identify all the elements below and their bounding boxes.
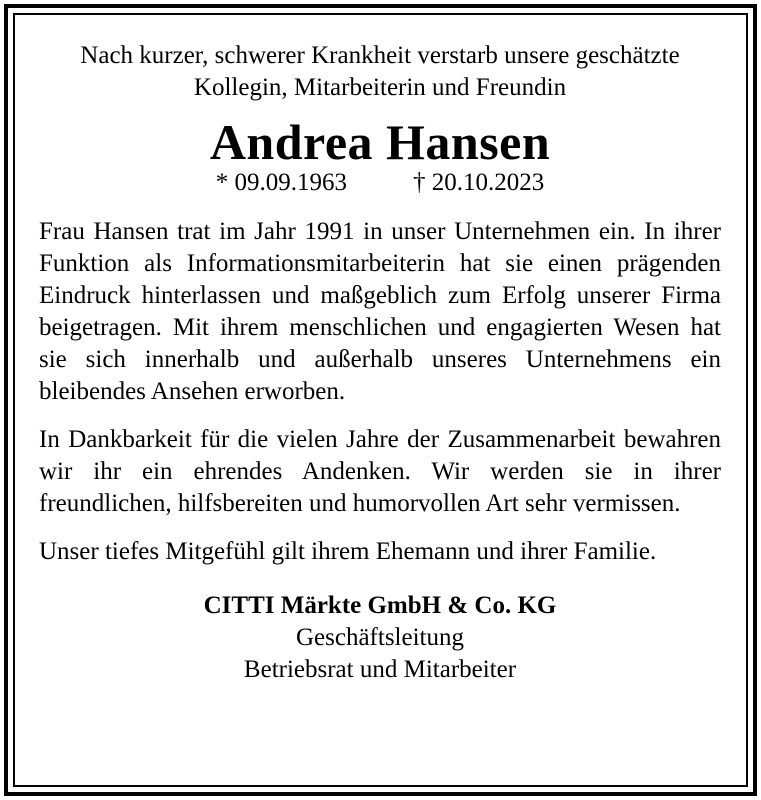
obituary-notice <box>39 40 721 686</box>
intro-line-2: Kollegin, Mitarbeiterin und Freundin <box>193 74 567 101</box>
company-name: CITTI Märkte GmbH & Co. KG <box>203 592 557 619</box>
birth-date: * 09.09.1963 <box>215 169 347 196</box>
gratitude-paragraph: In Dankbarkeit für die vielen Jahre der Zusammenarbeit bewahren wir ihr ein ehrendes Andenken. Wir werden sie in ihrer freundlichen, hilfsbereiten und humorvollen Art sehr vermissen. <box>39 426 721 517</box>
condolence-paragraph: Unser tiefes Mitgefühl gilt ihrem Ehemann und ihrer Familie. <box>39 538 657 565</box>
intro-text <box>39 40 721 104</box>
deceased-name: Andrea Hansen <box>209 114 551 170</box>
life-dates <box>39 168 721 198</box>
intro-line-1: Nach kurzer, schwerer Krankheit verstarb unsere geschätzte <box>80 42 680 69</box>
death-date: † 20.10.2023 <box>413 169 545 196</box>
signature-management: Geschäftsleitung <box>295 624 464 651</box>
signature-staff: Betriebsrat und Mitarbeiter <box>243 656 517 683</box>
tribute-paragraph: Frau Hansen trat im Jahr 1991 in unser Unternehmen ein. In ihrer Funktion als Informationsmitarbeiterin hat sie einen prägenden Eindruck hinterlassen und maßgeblich zum Erfolg unserer Firma beigetragen. Mit ihrem menschlichen und engagierten Wesen hat sie sich innerhalb und außerhalb unseres Unternehmens ein bleibendes Ansehen erworben. <box>39 218 721 405</box>
